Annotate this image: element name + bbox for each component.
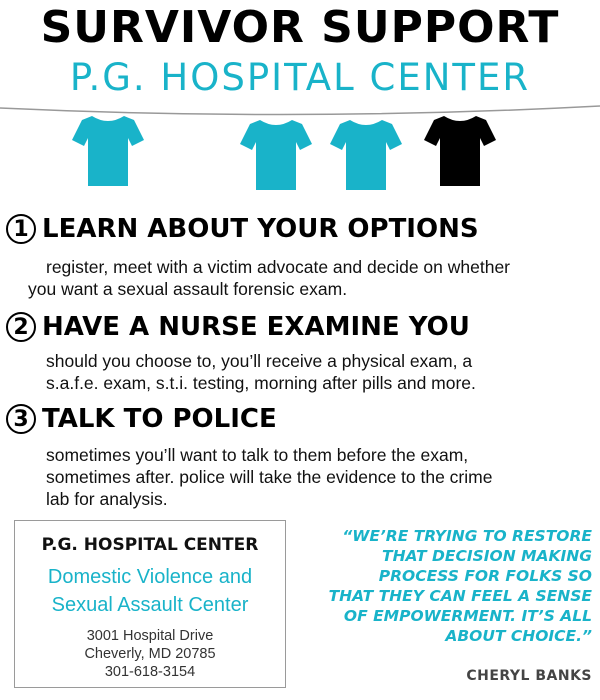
- address-city: Cheverly, MD 20785: [84, 646, 216, 662]
- step-2-text: [46, 350, 594, 394]
- pull-quote: [296, 526, 592, 646]
- step-1-heading: [6, 214, 479, 244]
- step-3-text: [46, 444, 594, 510]
- clothesline-rope: [0, 106, 600, 115]
- step-3-line: lab for analysis.: [46, 489, 168, 509]
- step-1-line: you want a sexual assault forensic exam.: [28, 279, 348, 299]
- step-1-number: 1: [6, 214, 36, 244]
- address-street: 3001 Hospital Drive: [86, 628, 214, 644]
- phone-number: 301-618-3154: [104, 664, 196, 680]
- step-1-text: [28, 256, 594, 300]
- step-2-number: 2: [6, 312, 36, 342]
- step-3-line: sometimes after. police will take the evidence to the crime: [46, 467, 493, 487]
- step-3-title: TALK TO POLICE: [42, 404, 277, 434]
- step-2-line: should you choose to, you’ll receive a physical exam, a: [46, 351, 473, 371]
- quote-line: PROCESS FOR FOLKS SO: [378, 567, 592, 585]
- step-3-line: sometimes you’ll want to talk to them before the exam,: [46, 445, 469, 465]
- center-name-line-2: Sexual Assault Center: [51, 594, 249, 616]
- step-1-line: register, meet with a victim advocate and decide on whether: [46, 257, 510, 277]
- quote-line: “WE’RE TRYING TO RESTORE: [342, 527, 592, 545]
- center-name: [15, 563, 285, 619]
- tshirt-icon-teal-1: [72, 116, 144, 186]
- step-2-line: s.a.f.e. exam, s.t.i. testing, morning after pills and more.: [46, 373, 476, 393]
- page-title: SURVIVOR SUPPORT: [40, 2, 560, 53]
- quote-line: OF EMPOWERMENT. IT’S ALL: [343, 607, 592, 625]
- step-2-title: HAVE A NURSE EXAMINE YOU: [42, 312, 470, 342]
- hospital-name: P.G. HOSPITAL CENTER: [41, 535, 259, 555]
- hospital-address: [15, 627, 285, 681]
- quote-line: ABOUT CHOICE.”: [445, 627, 592, 645]
- quote-line: THAT THEY CAN FEEL A SENSE: [328, 587, 592, 605]
- step-3-heading: [6, 404, 277, 434]
- quote-line: THAT DECISION MAKING: [382, 547, 592, 565]
- tshirt-icon-black: [424, 116, 496, 186]
- step-2-heading: [6, 312, 470, 342]
- quote-author: CHERYL BANKS: [466, 668, 592, 684]
- hospital-info-box: [14, 520, 286, 688]
- page-subtitle: P.G. HOSPITAL CENTER: [69, 56, 531, 99]
- tshirt-icon-teal-2: [240, 120, 312, 190]
- center-name-line-1: Domestic Violence and: [47, 566, 253, 588]
- tshirt-icon-teal-3: [330, 120, 402, 190]
- step-1-title: LEARN ABOUT YOUR OPTIONS: [42, 214, 479, 244]
- step-3-number: 3: [6, 404, 36, 434]
- clothesline-illustration: [0, 100, 600, 210]
